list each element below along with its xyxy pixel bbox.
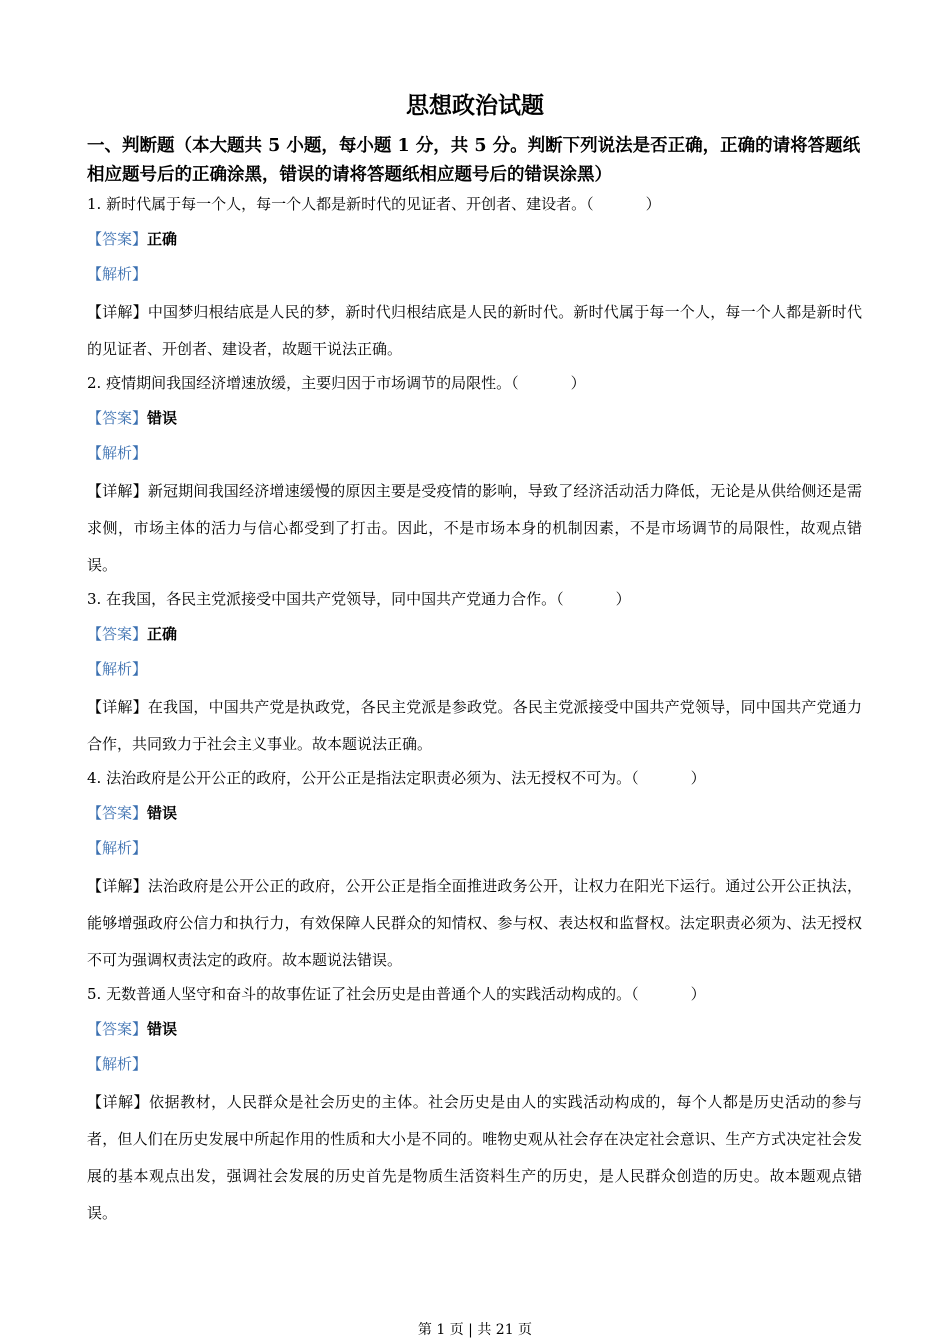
question-stem-text: 3. 在我国，各民主党派接受中国共产党领导，同中国共产党通力合作。（ (87, 590, 564, 608)
question-stem (87, 979, 862, 1009)
analysis-label: 【解析】 (87, 444, 148, 462)
answer-value: 正确 (147, 625, 178, 643)
analysis-label: 【解析】 (87, 839, 148, 857)
question-stem-close: ） (645, 195, 661, 213)
analysis-row (87, 654, 862, 684)
detail-label: 【详解】 (87, 877, 148, 895)
detail-paragraph (87, 473, 862, 584)
detail-label: 【详解】 (87, 698, 148, 716)
analysis-row (87, 1049, 862, 1079)
analysis-row (87, 438, 862, 468)
answer-label: 【答案】 (87, 230, 148, 248)
detail-label: 【详解】 (87, 303, 148, 321)
answer-row (87, 224, 862, 254)
analysis-label: 【解析】 (87, 1055, 148, 1073)
question-stem-close: ） (690, 769, 706, 787)
detail-label: 【详解】 (87, 482, 148, 500)
detail-paragraph (87, 1084, 862, 1232)
question-stem-close: ） (615, 590, 631, 608)
section-heading: 一、判断题（本大题共 5 小题，每小题 1 分，共 5 分。判断下列说法是否正确，正确的请将答题纸相应题号后的正确涂黑，错误的请将答题纸相应题号后的错误涂黑） (87, 136, 861, 185)
question-stem (87, 189, 862, 219)
question-item (87, 189, 862, 368)
analysis-row (87, 259, 862, 289)
answer-value: 错误 (147, 1020, 178, 1038)
question-item (87, 584, 862, 763)
question-stem-close: ） (690, 985, 706, 1003)
analysis-label: 【解析】 (87, 265, 148, 283)
page-footer: 第 1 页 | 共 21 页 (417, 1322, 533, 1338)
detail-text: 法治政府是公开公正的政府，公开公正是指全面推进政务公开，让权力在阳光下运行。通过公开公正执法，能够增强政府公信力和执行力，有效保障人民群众的知情权、参与权、表达权和监督权。法定职责必须为、法无授权不可为强调权责法定的政府。故本题说法错误。 (87, 877, 862, 969)
question-item (87, 979, 862, 1232)
question-item (87, 368, 862, 584)
question-stem-text: 2. 疫情期间我国经济增速放缓，主要归因于市场调节的局限性。（ (87, 374, 519, 392)
analysis-label: 【解析】 (87, 660, 148, 678)
answer-value: 错误 (147, 409, 178, 427)
detail-label: 【详解】 (87, 1093, 150, 1111)
answer-row (87, 1014, 862, 1044)
question-stem-text: 4. 法治政府是公开公正的政府，公开公正是指法定职责必须为、法无授权不可为。（ (87, 769, 639, 787)
question-list (87, 189, 862, 1232)
detail-paragraph (87, 689, 862, 763)
analysis-row (87, 833, 862, 863)
answer-value: 错误 (147, 804, 178, 822)
detail-text: 新冠期间我国经济增速缓慢的原因主要是受疫情的影响，导致了经济活动活力降低，无论是从供给侧还是需求侧，市场主体的活力与信心都受到了打击。因此，不是市场本身的机制因素，不是市场调节的局限性，故观点错误。 (87, 482, 862, 574)
detail-text: 中国梦归根结底是人民的梦，新时代归根结底是人民的新时代。新时代属于每一个人，每一个人都是新时代的见证者、开创者、建设者，故题干说法正确。 (87, 303, 862, 358)
answer-label: 【答案】 (87, 409, 148, 427)
page-title: 思想政治试题 (406, 92, 544, 119)
question-stem (87, 368, 862, 398)
answer-value: 正确 (147, 230, 178, 248)
question-stem-text: 5. 无数普通人坚守和奋斗的故事佐证了社会历史是由普通个人的实践活动构成的。（ (87, 985, 639, 1003)
question-item (87, 763, 862, 979)
question-stem (87, 763, 862, 793)
answer-label: 【答案】 (87, 625, 148, 643)
answer-row (87, 619, 862, 649)
detail-paragraph (87, 868, 862, 979)
answer-row (87, 798, 862, 828)
question-stem-close: ） (570, 374, 586, 392)
detail-text: 在我国，中国共产党是执政党，各民主党派是参政党。各民主党派接受中国共产党领导，同中国共产党通力合作，共同致力于社会主义事业。故本题说法正确。 (87, 698, 862, 753)
detail-paragraph (87, 294, 862, 368)
question-stem (87, 584, 862, 614)
answer-label: 【答案】 (87, 804, 148, 822)
answer-label: 【答案】 (87, 1020, 148, 1038)
question-stem-text: 1. 新时代属于每一个人，每一个人都是新时代的见证者、开创者、建设者。（ (87, 195, 594, 213)
answer-row (87, 403, 862, 433)
detail-text: 依据教材，人民群众是社会历史的主体。社会历史是由人的实践活动构成的，每个人都是历史活动的参与者，但人们在历史发展中所起作用的性质和大小是不同的。唯物史观从社会存在决定社会意识、生产方式决定社会发展的基本观点出发，强调社会发展的历史首先是物质生活资料生产的历史，是人民群众创造的历史。故本题观点错误。 (87, 1093, 862, 1222)
